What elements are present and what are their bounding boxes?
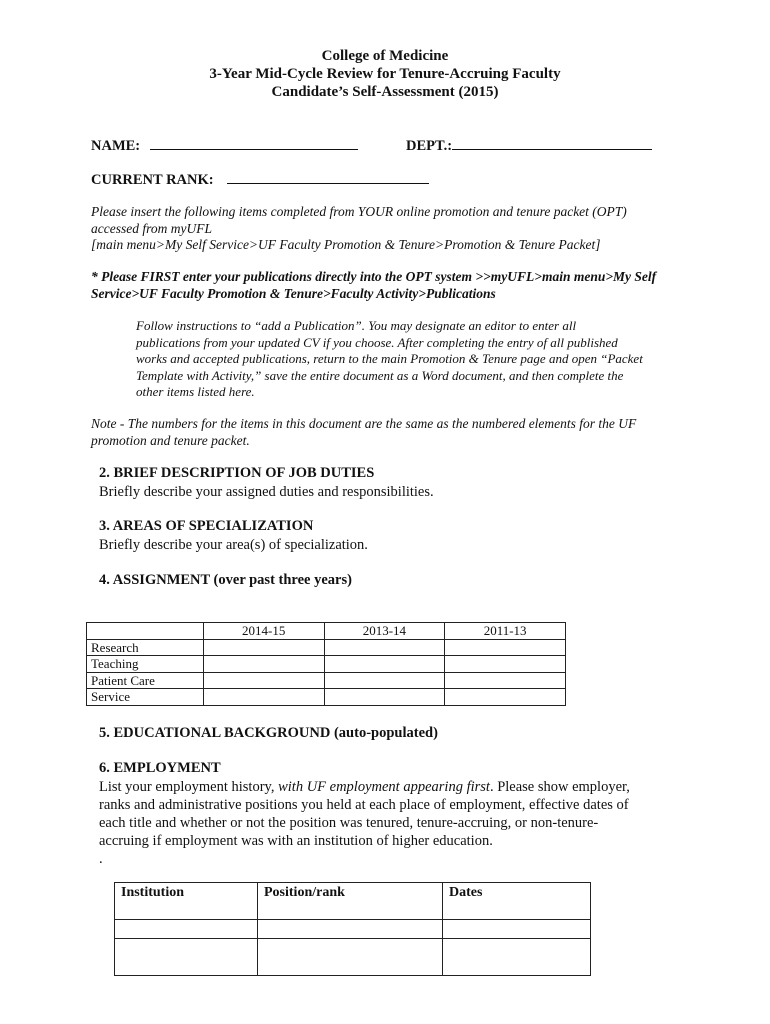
employment-cell[interactable] [258,939,443,976]
employment-col-header: Position/rank [258,883,443,920]
instructions-add-line: publications from your updated CV if you choose. After completing the entry of all published [136,334,618,350]
instructions-publications-line: * Please FIRST enter your publications directly into the OPT system >>myUFL>main menu>My Self [91,269,657,284]
name-blank[interactable] [150,136,358,150]
table-row [87,639,566,656]
header-college: College of Medicine [321,48,449,64]
instructions-publications-line: Service>UF Faculty Promotion & Tenure>Faculty Activity>Publications [91,285,496,301]
assignment-cell[interactable] [203,689,324,706]
dept-label: DEPT.: [406,138,453,154]
employment-col-header: Institution [115,883,258,920]
section-education-title: 5. EDUCATIONAL BACKGROUND (auto-populated) [99,725,438,741]
assignment-cell[interactable] [203,672,324,689]
employment-cell[interactable] [443,939,591,976]
assignment-col-header: 2013-14 [324,623,445,640]
instructions-add-line: Template with Activity,” save the entire document as a Word document, and then complete the [136,367,624,383]
assignment-cell[interactable] [445,689,566,706]
instructions-opt-line: accessed from myUFL [91,220,212,236]
header-self-assessment: Candidate’s Self-Assessment (2015) [271,84,499,100]
employment-text: List your employment history, [99,779,279,795]
employment-col-header: Dates [443,883,591,920]
section-employment-title: 6. EMPLOYMENT [99,760,221,776]
dept-field [406,136,652,155]
note-line: promotion and tenure packet. [91,432,250,448]
section-assignment-title: 4. ASSIGNMENT (over past three years) [99,572,352,588]
assignment-cell[interactable] [445,672,566,689]
employment-cell[interactable] [115,920,258,939]
assignment-cell[interactable] [445,656,566,673]
section-employment-body [99,778,699,868]
section-job-duties-title: 2. BRIEF DESCRIPTION OF JOB DUTIES [99,465,375,481]
assignment-cell[interactable] [324,689,445,706]
instructions-add-line: other items listed here. [136,384,255,399]
assignment-cell[interactable] [324,672,445,689]
assignment-col-header: 2011-13 [445,623,566,640]
assignment-row-label: Teaching [87,656,204,673]
assignment-cell[interactable] [445,639,566,656]
name-field [91,136,358,155]
employment-line: ranks and administrative positions you held at each place of employment, effective dates of [99,797,629,813]
instructions-add-line: Follow instructions to “add a Publication”. You may designate an editor to enter all [136,318,577,333]
assignment-row-label: Service [87,689,204,706]
employment-header-row [115,883,591,920]
employment-dot: . [99,851,103,867]
instructions-publications [91,269,741,302]
table-row [87,656,566,673]
table-row [87,672,566,689]
assignment-cell[interactable] [203,639,324,656]
instructions-opt-line: Please insert the following items completed from YOUR online promotion and tenure packet (OPT) [91,204,627,219]
header-review-title: 3-Year Mid-Cycle Review for Tenure-Accruing Faculty [209,66,561,82]
table-row [87,689,566,706]
employment-line: each title and whether or not the position was tenured, tenure-accruing, or non-tenure- [99,815,599,831]
assignment-cell[interactable] [324,656,445,673]
rank-blank[interactable] [227,170,429,184]
employment-cell[interactable] [443,920,591,939]
assignment-corner-cell [87,623,204,640]
employment-line: accruing if employment was with an institution of higher education. [99,833,493,849]
assignment-col-header: 2014-15 [203,623,324,640]
employment-text: . Please show employer, [489,779,630,795]
rank-label: CURRENT RANK: [91,172,214,188]
employment-line [99,778,699,796]
assignment-row-label: Research [87,639,204,656]
assignment-cell[interactable] [324,639,445,656]
assignment-cell[interactable] [203,656,324,673]
instructions-add-publication [136,318,736,401]
assignment-table [86,622,566,706]
assignment-row-label: Patient Care [87,672,204,689]
name-label: NAME: [91,138,141,154]
section-job-duties-body: Briefly describe your assigned duties and responsibilities. [99,484,434,500]
instructions-opt [91,204,731,254]
numbering-note [91,416,741,449]
note-line: Note - The numbers for the items in this document are the same as the numbered elements for the UF [91,416,637,431]
rank-field [91,170,429,189]
employment-table [114,882,591,976]
instructions-add-line: works and accepted publications, return to the main Promotion & Tenure page and open “Packet [136,351,643,366]
assignment-header-row [87,623,566,640]
employment-cell[interactable] [115,939,258,976]
instructions-opt-path: [main menu>My Self Service>UF Faculty Promotion & Tenure>Promotion & Tenure Packet] [91,237,601,252]
employment-emphasis: with UF employment appearing first [278,779,490,795]
section-specialization-title: 3. AREAS OF SPECIALIZATION [99,518,314,534]
table-row [115,939,591,976]
employment-cell[interactable] [258,920,443,939]
table-row [115,920,591,939]
section-specialization-body: Briefly describe your area(s) of specialization. [99,537,368,553]
dept-blank[interactable] [452,136,652,150]
